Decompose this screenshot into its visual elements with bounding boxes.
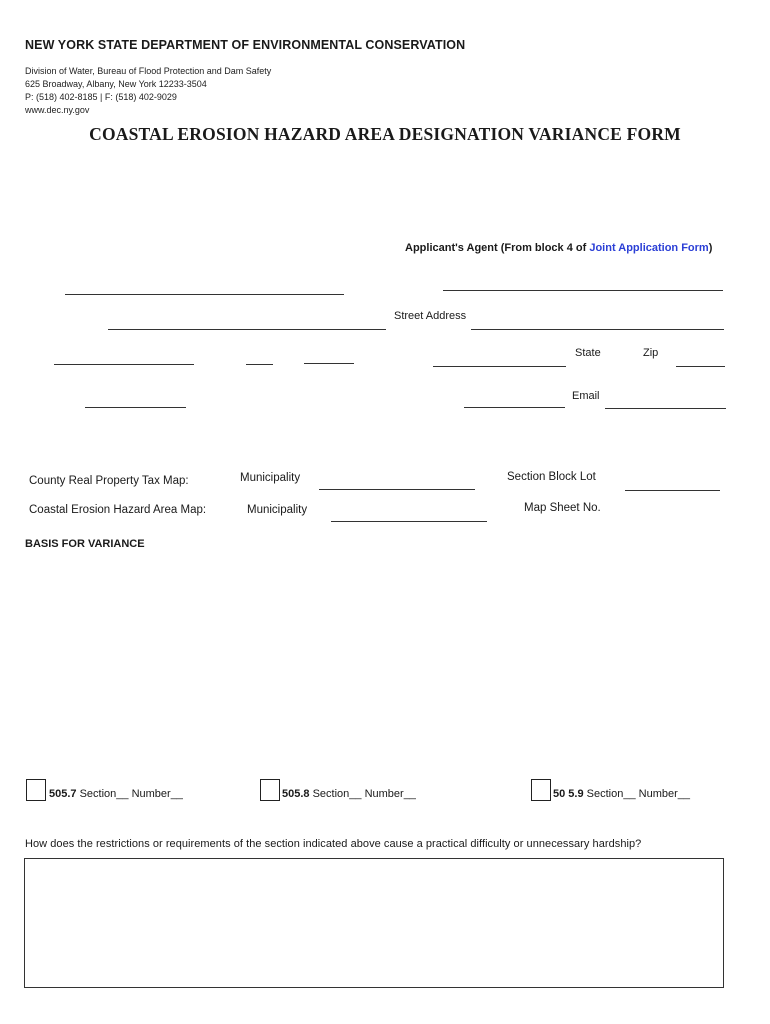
tax-map-municipality-label: Municipality (240, 472, 301, 484)
section-505-7-label (49, 788, 183, 800)
tax-map-label: County Real Property Tax Map: (29, 475, 189, 487)
section-505-9-text: Section__ Number__ (583, 788, 690, 800)
cehaa-municipality-label: Municipality (247, 504, 308, 516)
department-name: NEW YORK STATE DEPARTMENT OF ENVIRONMENTAL CONSERVATION (25, 38, 466, 52)
zip-label: Zip (643, 347, 659, 359)
agent-heading-prefix: Applicant's Agent (From block 4 of (405, 242, 590, 254)
section-505-7-checkbox[interactable] (26, 779, 46, 801)
cehaa-map-label: Coastal Erosion Hazard Area Map: (29, 504, 207, 516)
applicant-city-field[interactable] (54, 364, 194, 365)
agent-phone-field[interactable] (464, 407, 565, 408)
applicant-street-field[interactable] (108, 329, 386, 330)
section-505-8-code: 505.8 (282, 788, 310, 800)
agent-city-field[interactable] (433, 366, 566, 367)
joint-application-link[interactable]: Joint Application Form (589, 242, 709, 254)
applicant-zip-field[interactable] (304, 363, 354, 364)
division-name: Division of Water, Bureau of Flood Protection and Dam Safety (25, 66, 272, 76)
applicant-phone-field[interactable] (85, 407, 186, 408)
phone-fax: P: (518) 402-8185 | F: (518) 402-9029 (25, 92, 177, 102)
agent-heading-suffix: ) (708, 242, 713, 254)
office-address: 625 Broadway, Albany, New York 12233-3504 (25, 79, 207, 89)
hardship-question: How does the restrictions or requirements of the section indicated above cause a practical difficulty or unnecessary hardship? (25, 838, 642, 850)
street-address-label: Street Address (394, 310, 467, 322)
agent-zip-field[interactable] (676, 366, 725, 367)
applicant-name-field[interactable] (65, 294, 344, 295)
section-505-8-checkbox[interactable] (260, 779, 280, 801)
section-505-7-code: 505.7 (49, 788, 77, 800)
section-505-8-label (282, 788, 416, 800)
email-label: Email (572, 390, 600, 402)
section-505-8-text: Section__ Number__ (309, 788, 416, 800)
hardship-answer-box[interactable] (24, 858, 724, 988)
website[interactable]: www.dec.ny.gov (25, 105, 90, 115)
agent-email-field[interactable] (605, 408, 726, 409)
section-505-9-label (553, 788, 690, 800)
section-505-9-checkbox[interactable] (531, 779, 551, 801)
section-block-lot-label: Section Block Lot (507, 471, 596, 483)
section-505-7-text: Section__ Number__ (76, 788, 183, 800)
agent-heading (405, 242, 712, 254)
basis-heading: BASIS FOR VARIANCE (25, 538, 145, 550)
tax-map-municipality-field[interactable] (319, 489, 475, 490)
form-title: COASTAL EROSION HAZARD AREA DESIGNATION VARIANCE FORM (89, 124, 681, 144)
map-sheet-label: Map Sheet No. (524, 502, 601, 514)
agent-street-field[interactable] (471, 329, 724, 330)
section-block-lot-field[interactable] (625, 490, 720, 491)
section-505-9-code: 50 5.9 (553, 788, 584, 800)
state-label: State (575, 347, 601, 359)
applicant-state-field[interactable] (246, 364, 273, 365)
agent-name-field[interactable] (443, 290, 723, 291)
cehaa-municipality-field[interactable] (331, 521, 487, 522)
